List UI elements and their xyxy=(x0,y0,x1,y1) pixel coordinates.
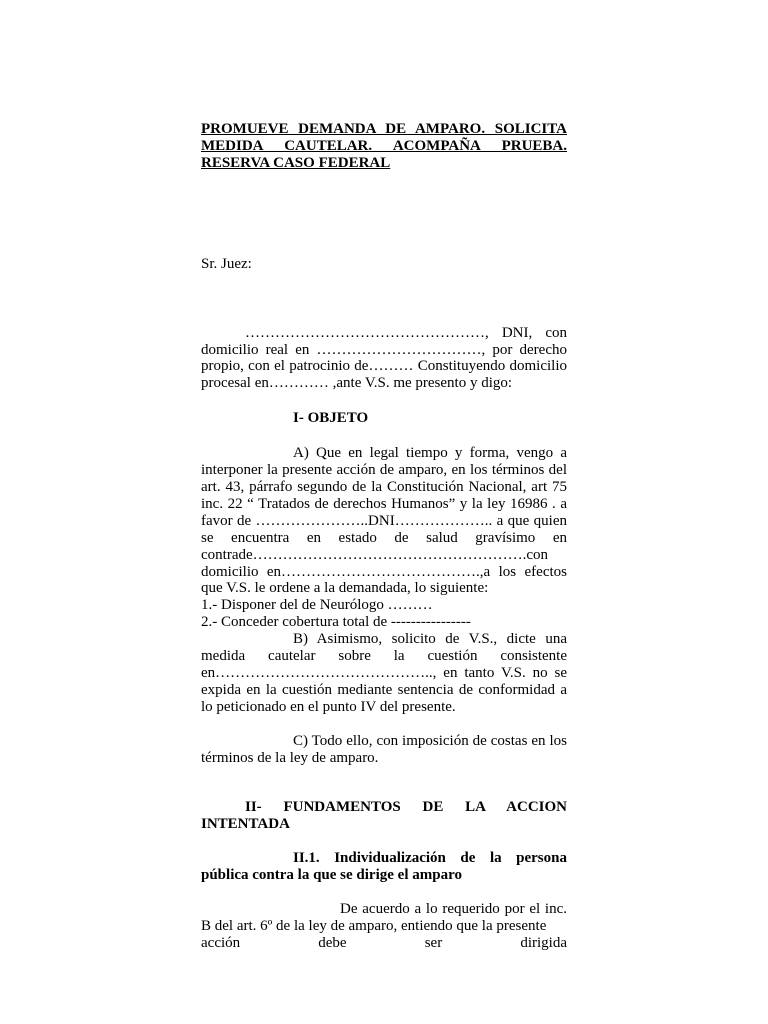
paragraph-b: B) Asimismo, solicito de V.S., dicte una medida cautelar sobre la cuestión consistente en…………………………………….., en tanto V.S. no se expida en la cuestión mediante sentencia de conformidad a lo peticionado en el punto IV del presente. xyxy=(201,631,567,715)
paragraph-last-line: acción debe ser dirigida xyxy=(201,934,567,951)
intro-first-line: …………………………………………, DNI, con xyxy=(245,324,567,341)
paragraph-last: De acuerdo a lo requerido por el inc. B del art. 6º de la ley de amparo, entiendo que la presente xyxy=(201,901,567,934)
section-objeto-heading: I- OBJETO xyxy=(293,410,369,427)
salutation: Sr. Juez: xyxy=(201,255,252,272)
intro-paragraph xyxy=(201,324,567,393)
document-title: PROMUEVE DEMANDA DE AMPARO. SOLICITA MEDIDA CAUTELAR. ACOMPAÑA PRUEBA. RESERVA CASO FEDERAL xyxy=(201,121,567,171)
paragraph-c: C) Todo ello, con imposición de costas en los términos de la ley de amparo. xyxy=(201,732,567,766)
paragraph-a-item-1: 1.- Disponer del de Neurólogo ……… xyxy=(201,597,433,614)
subsection-2-1-heading: II.1. Individualización de la persona pública contra la que se dirige el amparo xyxy=(201,850,567,884)
section-fundamentos-heading: II- FUNDAMENTOS DE LA ACCION INTENTADA xyxy=(201,799,567,833)
paragraph-a: A) Que en legal tiempo y forma, vengo a interponer la presente acción de amparo, en los términos del art. 43, párrafo segundo de la Constitución Nacional, art 75 inc. 22 “ Tratados de derechos Humanos” y la ley 16986 . a favor de …………………..DNI……………….. a que quien se encuentra en estado de salud gravísimo en contrade……………………………………………….con domicilio en………………………………….,a los efectos que V.S. le ordene a la demandada, lo siguiente: xyxy=(201,445,567,597)
document-page xyxy=(201,117,567,952)
intro-rest: domicilio real en ……………………………, por derecho propio, con el patrocinio de……… Constituyendo domicilio procesal en………… ,ante V.S. me presento y digo: xyxy=(201,341,567,392)
paragraph-a-item-2: 2.- Conceder cobertura total de ---------------- xyxy=(201,614,471,631)
